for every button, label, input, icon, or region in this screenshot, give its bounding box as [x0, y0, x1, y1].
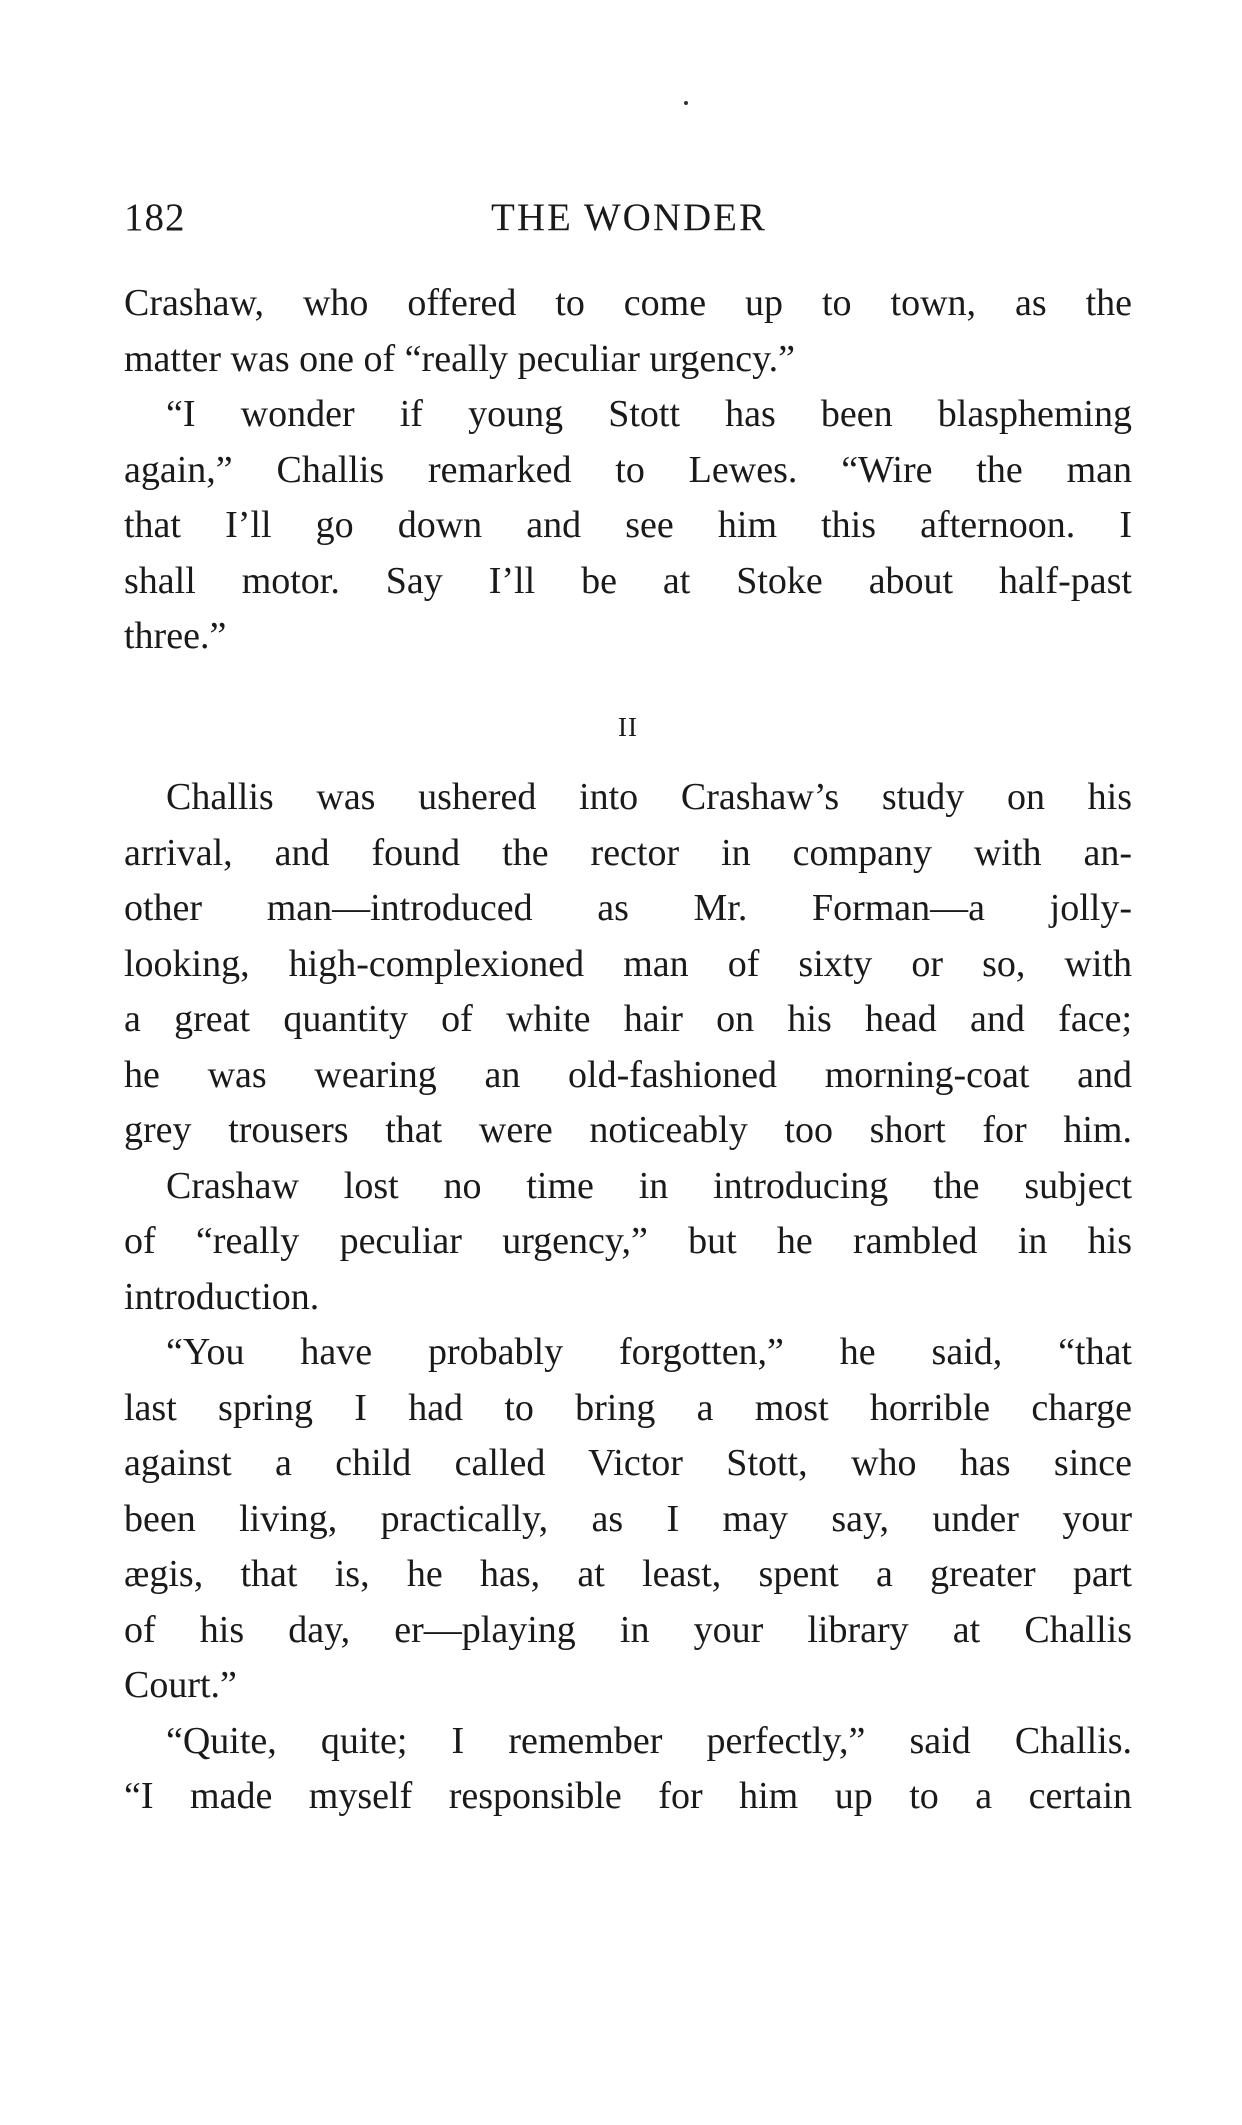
text-line: Crashaw lost no time in introducing the subject — [166, 1164, 1132, 1207]
text-line: other man—introduced as Mr. Forman—a jolly- — [124, 887, 1132, 929]
text-line: Crashaw, who offered to come up to town, as the — [124, 282, 1132, 324]
text-line: introduction. — [124, 1275, 320, 1318]
text-line: “You have probably forgotten,” he said, “that — [166, 1331, 1132, 1373]
text-line: that I’ll go down and see him this afternoon. I — [124, 504, 1132, 546]
text-line: again,” Challis remarked to Lewes. “Wire the man — [124, 448, 1132, 491]
text-line: grey trousers that were noticeably too short for him. — [124, 1109, 1132, 1151]
running-title: THE WONDER — [491, 196, 767, 239]
text-line: Court.” — [124, 1664, 237, 1706]
text-line: last spring I had to bring a most horrible charge — [124, 1386, 1132, 1429]
text-line: ægis, that is, he has, at least, spent a greater part — [124, 1553, 1132, 1595]
text-line: looking, high-complexioned man of sixty or so, with — [124, 942, 1132, 985]
text-line: against a child called Victor Stott, who has since — [124, 1442, 1132, 1484]
text-line: “I wonder if young Stott has been blaspheming — [166, 393, 1132, 435]
page-number: 182 — [124, 196, 186, 239]
section-mark: II — [618, 712, 638, 742]
text-line: three.” — [124, 615, 227, 657]
text-line: of his day, er—playing in your library at Challis — [124, 1608, 1132, 1651]
text-line: shall motor. Say I’ll be at Stoke about half-past — [124, 559, 1132, 602]
running-head — [124, 195, 1134, 255]
text-block-1 — [124, 276, 1132, 665]
text-line: been living, practically, as I may say, under your — [124, 1497, 1132, 1540]
text-line: of “really peculiar urgency,” but he rambled in his — [124, 1220, 1132, 1262]
text-line: arrival, and found the rector in company with an- — [124, 831, 1132, 874]
text-line: Challis was ushered into Crashaw’s study on his — [166, 776, 1132, 818]
text-line: “Quite, quite; I remember perfectly,” said Challis. — [166, 1719, 1132, 1762]
text-block-2 — [124, 770, 1132, 1825]
text-line: matter was one of “really peculiar urgency.” — [124, 337, 796, 380]
print-speck — [684, 101, 688, 105]
text-line: he was wearing an old-fashioned morning-coat and — [124, 1053, 1132, 1096]
text-line: “I made myself responsible for him up to a certain — [124, 1775, 1132, 1817]
text-line: a great quantity of white hair on his head and face; — [124, 998, 1132, 1040]
